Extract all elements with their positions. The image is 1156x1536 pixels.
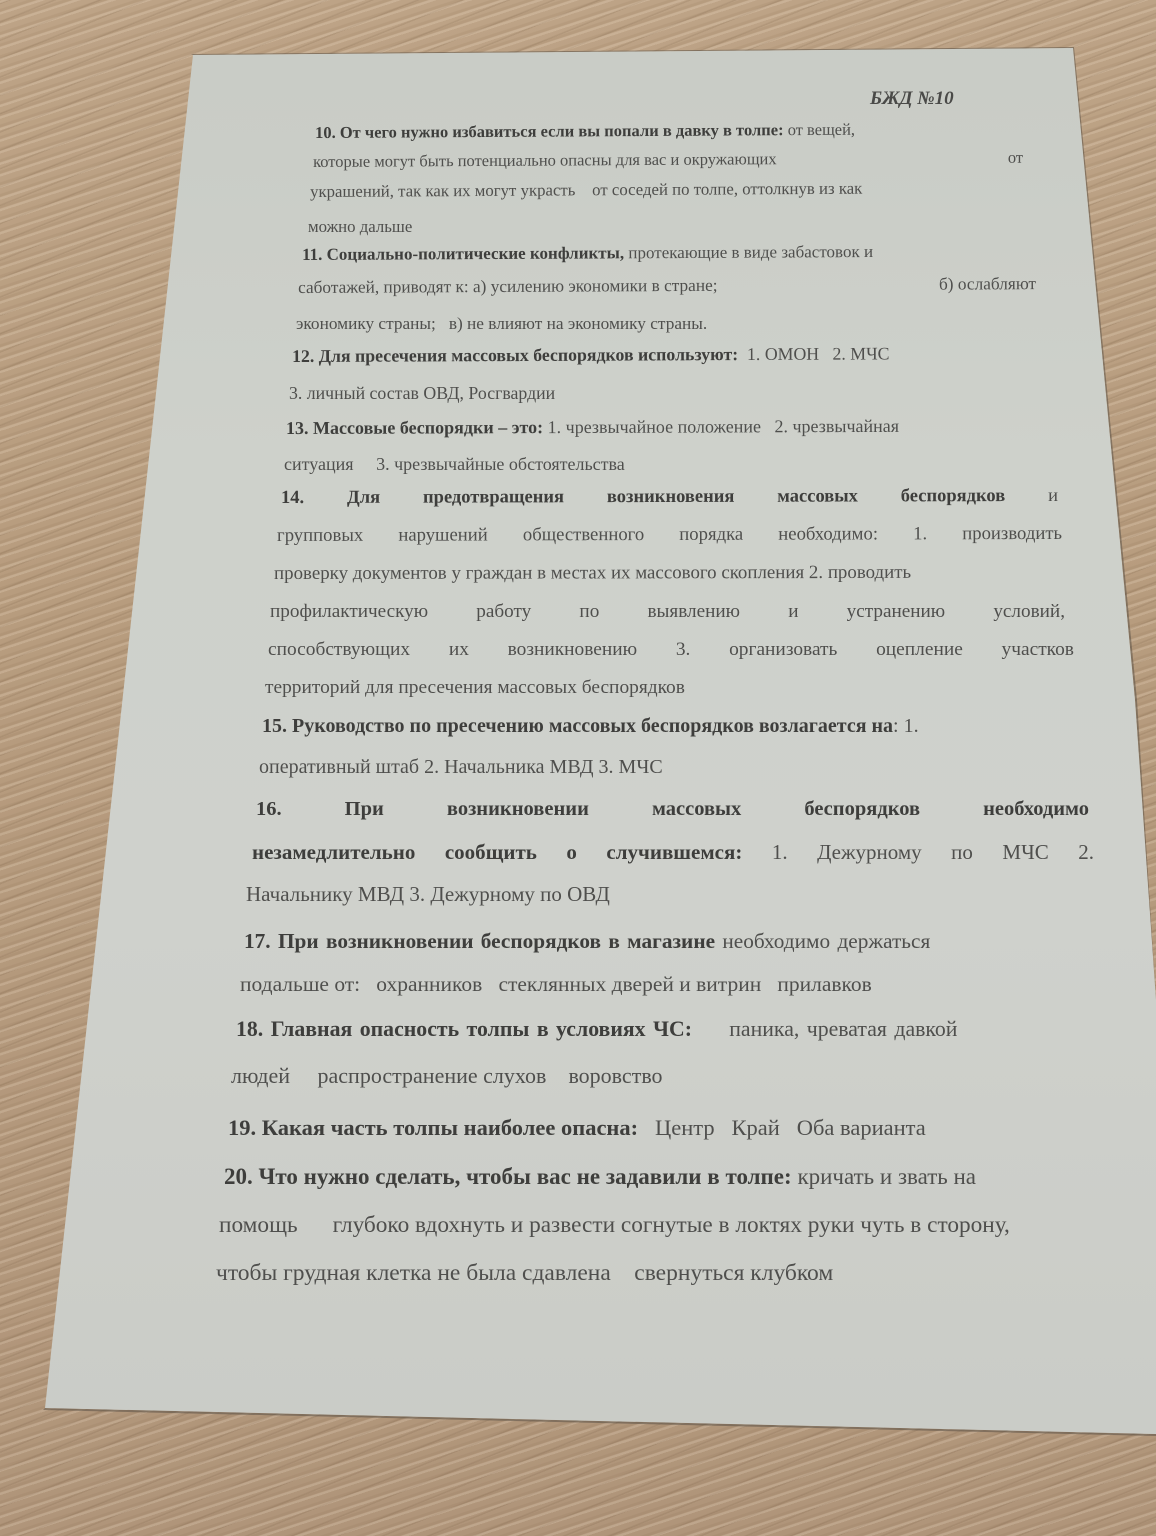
q10-question: 10. От чего нужно избавиться если вы попали в давку в толпе: [315,120,784,142]
q19-option-1: Центр [655,1115,715,1140]
q20-line-1: 20. Что нужно сделать, чтобы вас не задавили в толпе: кричать и звать на [224,1164,977,1189]
q15-line-1: 15. Руководство по пресечению массовых беспорядков возлагается на: 1. [262,715,919,737]
q14-line-3: проверку документов у граждан в местах их массового скопления 2. проводить [274,561,912,584]
q19-option-3: Оба варианта [796,1115,926,1140]
q15-line-2: оперативный штаб 2. Начальника МВД 3. МЧС [259,756,663,778]
q16-line-1: 16. При возникновении массовых беспорядков необходимо [256,798,1089,820]
q10-line-3: украшений, так как их могут украсть от соседей по толпе, оттолкнув из как [310,178,863,201]
q20-option-3: свернуться клубком [634,1260,834,1286]
q10-line-2: которые могут быть потенциально опасны для вас и окружающих от [313,147,1024,171]
q17-line-1: 17. При возникновении беспорядков в магазине необходимо держаться [244,929,931,953]
q16-line-3: Начальнику МВД 3. Дежурному по ОВД [246,882,610,906]
q17-option-1: охранников [376,972,483,996]
q11-line-1: 11. Социально-политические конфликты, протекающие в виде забастовок и [302,242,874,264]
q10-line-4: можно дальше [308,217,413,236]
q11-line-3: экономику страны; в) не влияют на экономику страны. [296,314,708,333]
q14-line-2: групповых нарушений общественного порядка необходимо: 1. производить [277,522,1063,546]
q19-option-2: Край [731,1115,780,1140]
q18-line-1: 18. Главная опасность толпы в условиях ЧС: паника, чреватая давкой [236,1017,958,1041]
q17-line-2: подальше от: охранников стеклянных дверей и витрин прилавков [240,972,872,996]
q13-line-1: 13. Массовые беспорядки – это: 1. чрезвычайное положение 2. чрезвычайная [286,415,900,438]
q12-line-2: 3. личный состав ОВД, Росгвардии [289,383,556,403]
q10-text: от вещей, [787,119,856,140]
q13-line-2: ситуация 3. чрезвычайные обстоятельства [284,454,625,474]
q17-option-3: прилавков [777,972,872,996]
q20-option-2: глубоко вдохнуть и развести согнутые в локтях руки чуть в сторону, [332,1212,1010,1238]
q14-line-1: 14. Для предотвращения возникновения массовых беспорядков и [281,485,1058,508]
q12-line-1: 12. Для пресечения массовых беспорядков используют: 1. ОМОН 2. МЧС [292,343,890,366]
q14-line-5: способствующих их возникновению 3. организовать оцепление участков [268,639,1074,660]
q20-option-1: кричать и звать на [797,1164,977,1189]
q16-line-2: незамедлительно сообщить о случившемся: 1. Дежурному по МЧС 2. [252,840,1094,864]
q17-option-2: стеклянных дверей и витрин [498,972,762,996]
q14-line-4: профилактическую работу по выявлению и устранению условий, [270,601,1065,622]
q18-option-1: паника, чреватая давкой [729,1017,958,1041]
q18-line-2: людей распространение слухов воровство [231,1063,663,1088]
q14-line-6: территорий для пресечения массовых беспорядков [265,677,685,698]
q20-line-3: чтобы грудная клетка не была сдавлена свернуться клубком [216,1260,834,1286]
q18-option-3: воровство [568,1063,663,1088]
q20-line-2: помощь глубоко вдохнуть и развести согнутые в локтях руки чуть в сторону, [219,1212,1010,1238]
document-header: БЖД №10 [870,88,954,109]
q18-option-2: распространение слухов [317,1063,547,1088]
q11-line-2: саботажей, приводят к: а) усилению экономики в стране; б) ослабляют [298,274,1037,297]
q19-line-1: 19. Какая часть толпы наиболее опасна: Центр Край Оба варианта [228,1115,926,1140]
